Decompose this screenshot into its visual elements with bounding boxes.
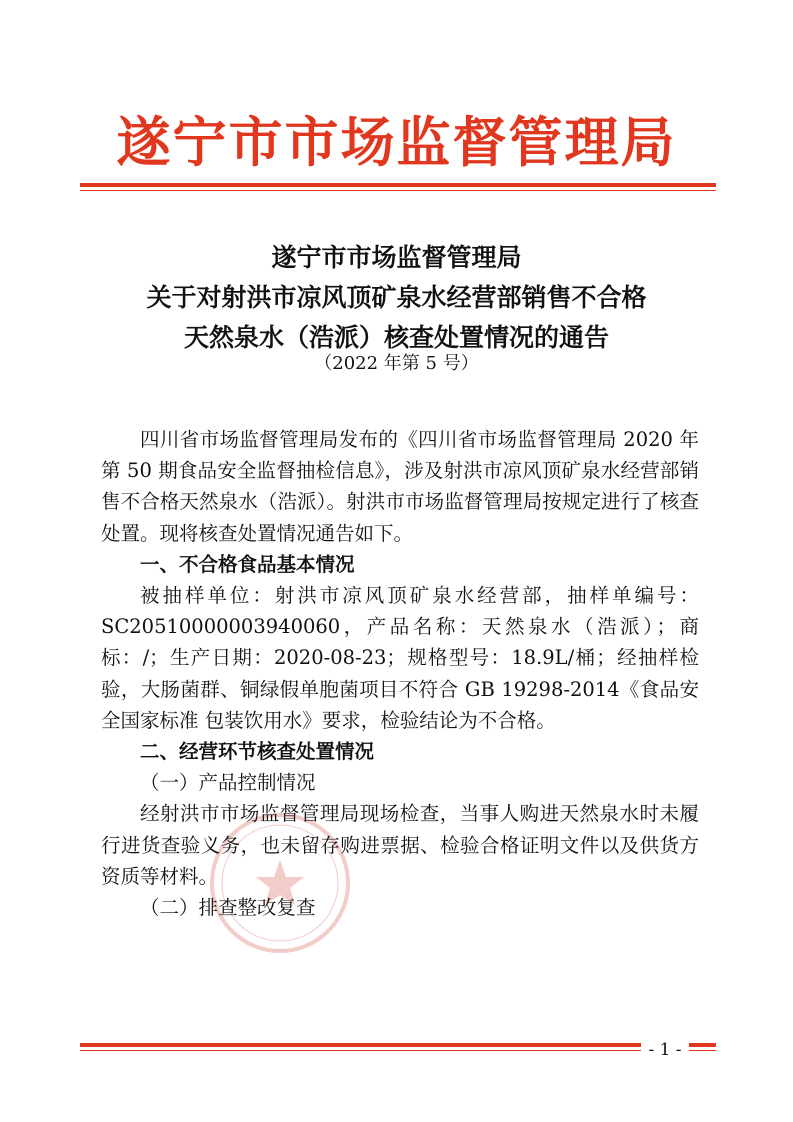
agency-header: 遂宁市市场监督管理局: [116, 111, 677, 174]
title-line: 遂宁市市场监督管理局: [271, 243, 522, 272]
section-paragraph: 经射洪市市场监督管理局现场检查，当事人购进天然泉水时未履行进货查验义务，也未留存购进票据、检验合格证明文件以及供货方资质等材料。: [101, 802, 699, 888]
subsection-heading: （一）产品控制情况: [140, 771, 316, 795]
footer-red-rule: [80, 1043, 716, 1047]
section-heading: 二、经营环节核查处置情况: [140, 740, 375, 764]
page-number: - 1 -: [641, 1039, 689, 1061]
intro-paragraph: 四川省市场监督管理局发布的《四川省市场监督管理局 2020 年第 50 期食品安全监督抽检信息》，涉及射洪市凉风顶矿泉水经营部销售不合格天然泉水（浩派）。射洪市市场监督管理局按规定进行了核查处置。现将核查处置情况通告如下。: [101, 428, 699, 545]
notice-title: [0, 238, 793, 358]
header-red-rule: [80, 183, 716, 187]
section-heading: 一、不合格食品基本情况: [140, 552, 355, 576]
subsection-heading: （二）排查整改复查: [140, 896, 316, 920]
title-line: 关于对射洪市凉风顶矿泉水经营部销售不合格: [146, 283, 647, 312]
title-line: 天然泉水（浩派）核查处置情况的通告: [183, 323, 609, 352]
footer-red-rule-thin: [80, 1050, 716, 1051]
document-number: （2022 年第 5 号）: [314, 353, 479, 374]
section-paragraph: 被抽样单位：射洪市凉风顶矿泉水经营部，抽样单编号：SC20510000003940060，产品名称：天然泉水（浩派）；商标：/；生产日期：2020-08-23；规格型号：18.9L/桶；经抽样检验，大肠菌群、铜绿假单胞菌项目不符合 GB 19298-2014《食品安全国家标准 包装饮用水》要求，检验结论为不合格。: [101, 584, 699, 732]
header-red-rule-thin: [80, 190, 716, 191]
notice-body: [101, 424, 699, 923]
